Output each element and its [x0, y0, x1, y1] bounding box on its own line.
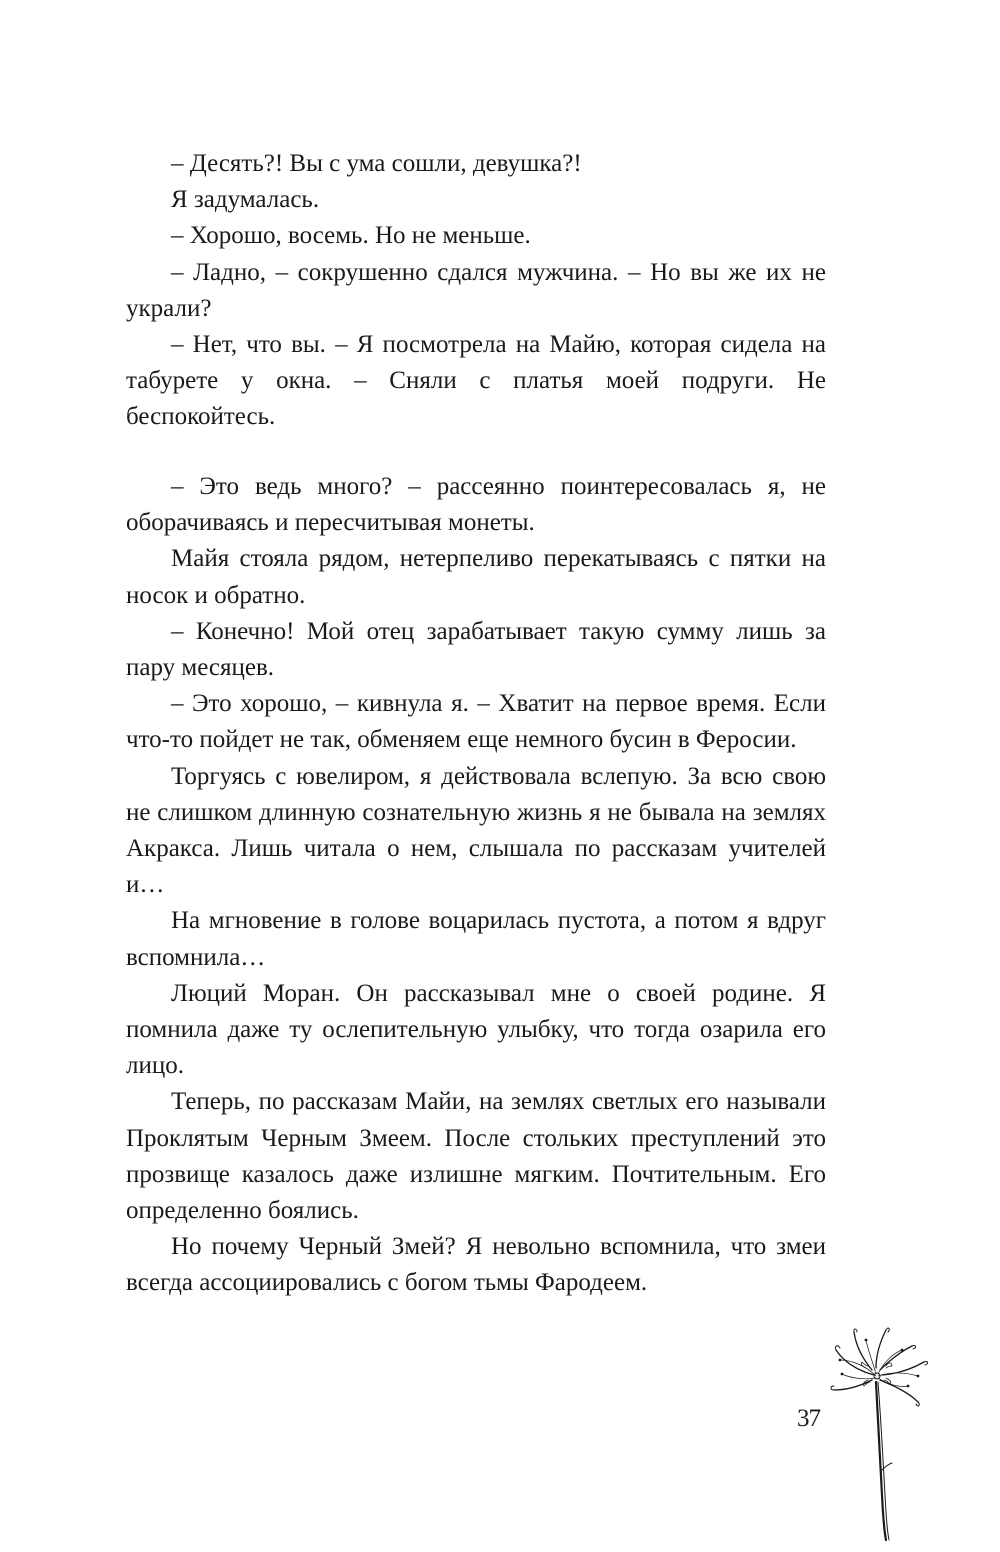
paragraph: Теперь, по рассказам Майи, на землях светлых его называли Проклятым Черным Змеем. После стольких преступлений это прозвище казалось даже излишне мягким. Почтительным. Его определенно боялись.: [126, 1088, 826, 1225]
paragraph: Люций Моран. Он рассказывал мне о своей родине. Я помнила даже ту ослепительную улыбку, что тогда озарила его лицо.: [126, 979, 826, 1080]
page-number: 37: [797, 1405, 820, 1432]
paragraph: – Нет, что вы. – Я посмотрела на Майю, которая сидела на табурете у окна. – Сняли с платья моей подруги. Не беспокойтесь.: [126, 331, 826, 431]
paragraph: – Ладно, – сокрушенно сдался мужчина. – Но вы же их не украли?: [126, 258, 826, 322]
paragraph: – Конечно! Мой отец зарабатывает такую сумму лишь за пару месяцев.: [126, 617, 826, 682]
paragraph: На мгновение в голове воцарилась пустота, а потом я вдруг вспомнила…: [126, 907, 826, 971]
paragraph: – Это ведь много? – рассеянно поинтересовалась я, не оборачиваясь и пересчитывая монеты.: [126, 473, 826, 537]
text-block-narrative: [126, 469, 826, 1302]
paragraph: – Хорошо, восемь. Но не меньше.: [171, 222, 531, 250]
paragraph: Я задумалась.: [171, 186, 320, 214]
paragraph: Майя стояла рядом, нетерпеливо перекатываясь с пятки на носок и обратно.: [126, 545, 826, 609]
text-block-dialogue: [126, 146, 826, 436]
paragraph: – Десять?! Вы с ума сошли, девушка?!: [171, 150, 582, 177]
paragraph: Торгуясь с ювелиром, я действовала вслепую. За всю свою не слишком длинную сознательную жизнь я не бывала на землях Акракса. Лишь читала о нем, слышала по рассказам учителей и…: [126, 762, 826, 899]
paragraph: Но почему Черный Змей? Я невольно вспомнила, что змеи всегда ассоциировались с богом тьмы Фародеем.: [126, 1233, 826, 1297]
lily-flower-icon: [826, 1320, 946, 1545]
paragraph: – Это хорошо, – кивнула я. – Хватит на первое время. Если что-то пойдет не так, обменяем еще немного бусин в Феросии.: [126, 690, 826, 754]
